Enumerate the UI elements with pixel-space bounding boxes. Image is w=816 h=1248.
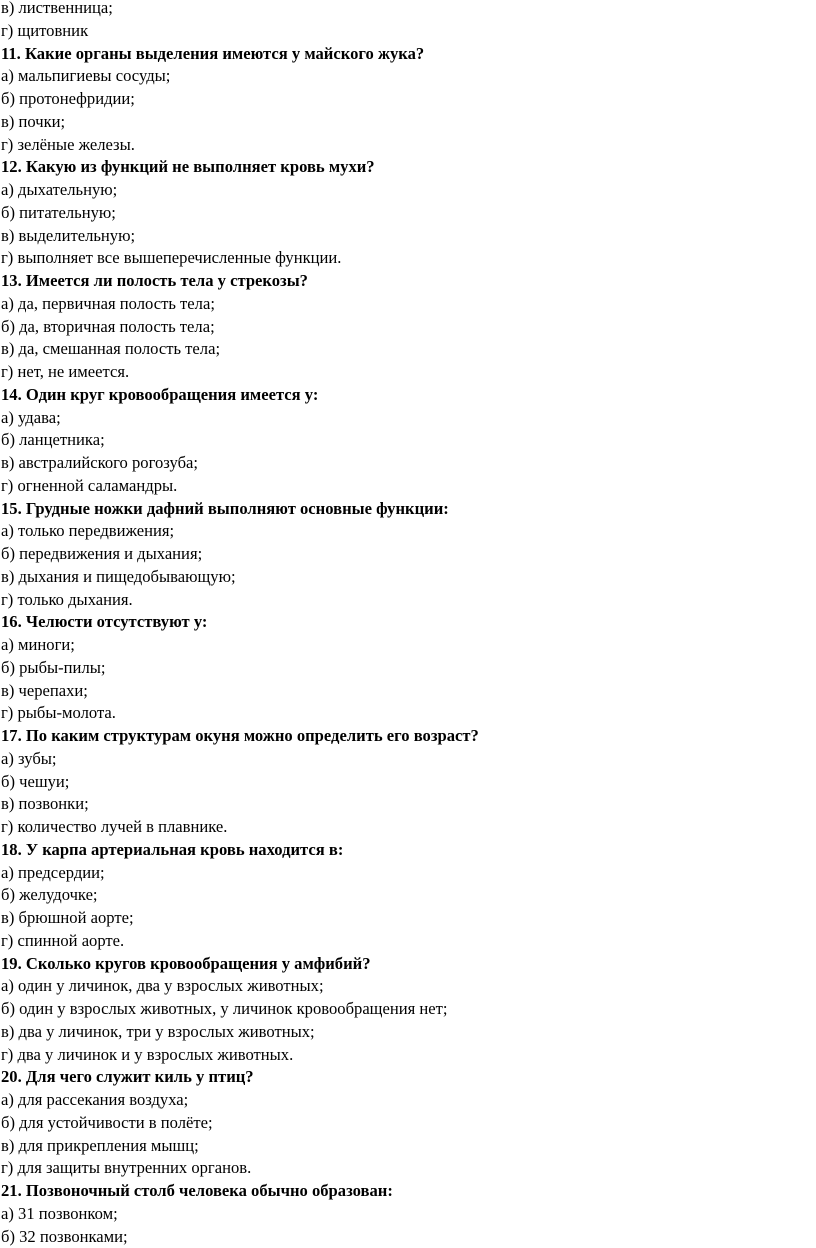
- option-line: а) миноги;: [1, 634, 811, 657]
- option-line: г) два у личинок и у взрослых животных.: [1, 1044, 811, 1067]
- question-14: 14. Один круг кровообращения имеется у:: [1, 384, 811, 407]
- option-line: а) зубы;: [1, 748, 811, 771]
- option-line: в) черепахи;: [1, 680, 811, 703]
- option-line: а) для рассекания воздуха;: [1, 1089, 811, 1112]
- option-line: г) нет, не имеется.: [1, 361, 811, 384]
- option-line: г) огненной саламандры.: [1, 475, 811, 498]
- option-line: в) брюшной аорте;: [1, 907, 811, 930]
- option-line: г) количество лучей в плавнике.: [1, 816, 811, 839]
- option-line: а) дыхательную;: [1, 179, 811, 202]
- question-17: 17. По каким структурам окуня можно определить его возраст?: [1, 725, 811, 748]
- question-18: 18. У карпа артериальная кровь находится в:: [1, 839, 811, 862]
- option-line: г) только дыхания.: [1, 589, 811, 612]
- option-line: б) один у взрослых животных, у личинок кровообращения нет;: [1, 998, 811, 1021]
- option-line: в) лиственница;: [1, 0, 811, 20]
- option-line: а) только передвижения;: [1, 520, 811, 543]
- option-line: а) мальпигиевы сосуды;: [1, 65, 811, 88]
- question-16: 16. Челюсти отсутствуют у:: [1, 611, 811, 634]
- option-line: г) рыбы-молота.: [1, 702, 811, 725]
- option-line: б) чешуи;: [1, 771, 811, 794]
- option-line: б) для устойчивости в полёте;: [1, 1112, 811, 1135]
- question-12: 12. Какую из функций не выполняет кровь мухи?: [1, 156, 811, 179]
- option-line: г) щитовник: [1, 20, 811, 43]
- option-line: б) рыбы-пилы;: [1, 657, 811, 680]
- option-line: б) протонефридии;: [1, 88, 811, 111]
- question-19: 19. Сколько кругов кровообращения у амфибий?: [1, 953, 811, 976]
- option-line: б) питательную;: [1, 202, 811, 225]
- option-line: в) выделительную;: [1, 225, 811, 248]
- option-line: в) для прикрепления мышц;: [1, 1135, 811, 1158]
- option-line: г) зелёные железы.: [1, 134, 811, 157]
- option-line: б) желудочке;: [1, 884, 811, 907]
- option-line: г) спинной аорте.: [1, 930, 811, 953]
- question-20: 20. Для чего служит киль у птиц?: [1, 1066, 811, 1089]
- question-13: 13. Имеется ли полость тела у стрекозы?: [1, 270, 811, 293]
- option-line: в) почки;: [1, 111, 811, 134]
- option-line: а) предсердии;: [1, 862, 811, 885]
- option-line: б) передвижения и дыхания;: [1, 543, 811, 566]
- option-line: б) ланцетника;: [1, 429, 811, 452]
- option-line: а) да, первичная полость тела;: [1, 293, 811, 316]
- question-15: 15. Грудные ножки дафний выполняют основные функции:: [1, 498, 811, 521]
- option-line: г) для защиты внутренних органов.: [1, 1157, 811, 1180]
- option-line: г) выполняет все вышеперечисленные функции.: [1, 247, 811, 270]
- option-line: в) дыхания и пищедобывающую;: [1, 566, 811, 589]
- option-line: а) 31 позвонком;: [1, 1203, 811, 1226]
- option-line: б) 32 позвонками;: [1, 1226, 811, 1248]
- option-line: в) позвонки;: [1, 793, 811, 816]
- option-line: в) австралийского рогозуба;: [1, 452, 811, 475]
- question-21: 21. Позвоночный столб человека обычно образован:: [1, 1180, 811, 1203]
- option-line: в) да, смешанная полость тела;: [1, 338, 811, 361]
- option-line: а) удава;: [1, 407, 811, 430]
- option-line: б) да, вторичная полость тела;: [1, 316, 811, 339]
- question-11: 11. Какие органы выделения имеются у майского жука?: [1, 43, 811, 66]
- option-line: в) два у личинок, три у взрослых животных;: [1, 1021, 811, 1044]
- option-line: а) один у личинок, два у взрослых животных;: [1, 975, 811, 998]
